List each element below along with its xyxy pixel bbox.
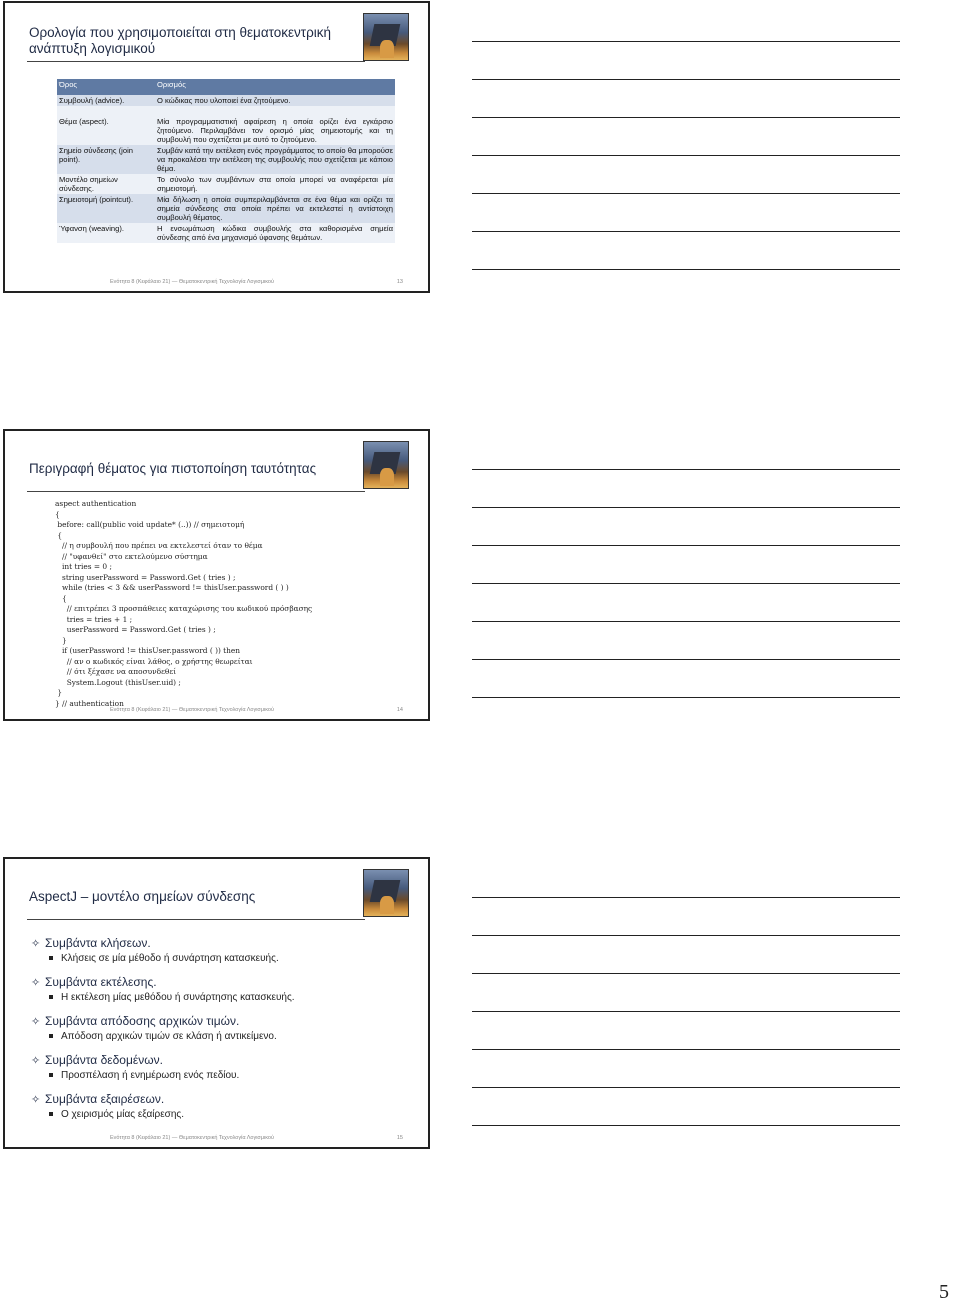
sub-bullet-text: Κλήσεις σε μία μέθοδο ή συνάρτηση κατασκευής. bbox=[61, 953, 279, 964]
code-listing bbox=[55, 499, 415, 709]
slide-13 bbox=[3, 1, 430, 293]
bullet-text: Συμβάντα απόδοσης αρχικών τιμών. bbox=[45, 1014, 240, 1028]
note-line bbox=[472, 117, 900, 118]
table-row bbox=[57, 194, 395, 223]
slide-title: Περιγραφή θέματος για πιστοποίηση ταυτότητας bbox=[29, 461, 317, 476]
definition-cell: Μία δήλωση η οποία συμπεριλαμβάνεται σε ένα θέμα και ορίζει τα σημεία σύνδεσης στα οποία πρέπει να εκτελεστεί η αντίστοιχη συμβουλή θέματος. bbox=[157, 195, 393, 222]
table-spacer bbox=[57, 106, 395, 116]
slide-title: AspectJ – μοντέλο σημείων σύνδεσης bbox=[29, 889, 256, 904]
sub-bullet-item bbox=[49, 953, 421, 971]
sub-bullet-item bbox=[49, 992, 421, 1010]
note-line bbox=[472, 231, 900, 232]
bullet-list bbox=[31, 932, 421, 1127]
sub-bullet-item bbox=[49, 1031, 421, 1049]
code-line: { bbox=[55, 509, 60, 519]
note-line bbox=[472, 507, 900, 508]
code-line: tries = tries + 1 ; bbox=[55, 614, 133, 624]
note-line bbox=[472, 935, 900, 936]
code-line: aspect authentication bbox=[55, 499, 137, 508]
sub-bullet-item bbox=[49, 1109, 421, 1127]
diamond-bullet-icon: ✧ bbox=[31, 1016, 41, 1028]
code-line: before: call(public void update* (..)) // σημειοτομή bbox=[55, 520, 245, 529]
term-cell: Μοντέλο σημείων σύνδεσης. bbox=[57, 174, 155, 194]
note-line bbox=[472, 41, 900, 42]
slide-logo-image bbox=[363, 13, 409, 61]
table-header-row bbox=[57, 79, 395, 95]
bullet-item bbox=[31, 1014, 421, 1031]
slide-logo-image bbox=[363, 441, 409, 489]
term-cell: Θέμα (aspect). bbox=[57, 116, 155, 145]
title-divider bbox=[27, 919, 365, 920]
table-row bbox=[57, 145, 395, 174]
code-line: int tries = 0 ; bbox=[55, 562, 112, 571]
note-line bbox=[472, 1011, 900, 1012]
term-cell: Ύφανση (weaving). bbox=[57, 223, 155, 243]
slide-14 bbox=[3, 429, 430, 721]
note-line bbox=[472, 697, 900, 698]
header-definition: Ορισμός bbox=[155, 79, 395, 95]
sub-bullet-text: Η εκτέλεση μίας μεθόδου ή συνάρτησης κατασκευής. bbox=[61, 992, 295, 1003]
bullet-item bbox=[31, 1053, 421, 1070]
definition-cell: Ο κώδικας που υλοποιεί ένα ζητούμενο. bbox=[155, 95, 395, 106]
diamond-bullet-icon: ✧ bbox=[31, 1055, 41, 1067]
note-line bbox=[472, 1125, 900, 1126]
definition-cell: Μία προγραμματιστική αφαίρεση η οποία ορίζει ένα εγκάρσιο ζητούμενο. Περιλαμβάνει τον ορισμό μίας σημειοτομής και τη συμβουλή που σχετίζεται με αυτό το ζητούμενο. bbox=[157, 117, 393, 144]
sub-bullet-item bbox=[49, 1070, 421, 1088]
glossary-table bbox=[57, 79, 395, 243]
square-bullet-icon bbox=[49, 956, 53, 960]
code-line: // αν ο κωδικός είναι λάθος, ο χρήστης θεωρείται bbox=[55, 656, 253, 666]
note-line bbox=[472, 1087, 900, 1088]
header-term: Όρος bbox=[57, 79, 155, 95]
bullet-item bbox=[31, 975, 421, 992]
slide-number: 15 bbox=[396, 1135, 403, 1141]
note-line bbox=[472, 545, 900, 546]
slide-logo-image bbox=[363, 869, 409, 917]
note-line bbox=[472, 193, 900, 194]
code-line: System.Logout (thisUser.uid) ; bbox=[55, 677, 181, 687]
sub-bullet-text: Απόδοση αρχικών τιμών σε κλάση ή αντικείμενο. bbox=[61, 1031, 277, 1042]
slide-number: 14 bbox=[396, 707, 403, 713]
slide-title: Ορολογία που χρησιμοποιείται στη θεματοκεντρική ανάπτυξη λογισμικού bbox=[29, 25, 332, 56]
definition-cell: Η ενσωμάτωση κώδικα συμβουλής στα καθορισμένα σημεία σύνδεσης από ένα μηχανισμό ύφανσης θεμάτων. bbox=[157, 224, 393, 242]
term-cell: Συμβουλή (advice). bbox=[57, 95, 155, 106]
note-line bbox=[472, 659, 900, 660]
note-line bbox=[472, 583, 900, 584]
square-bullet-icon bbox=[49, 1073, 53, 1077]
slide-15 bbox=[3, 857, 430, 1149]
table-row bbox=[57, 174, 395, 194]
code-line: if (userPassword != thisUser.password ( )) then bbox=[55, 646, 241, 655]
diamond-bullet-icon: ✧ bbox=[31, 938, 41, 950]
diamond-bullet-icon: ✧ bbox=[31, 1094, 41, 1106]
square-bullet-icon bbox=[49, 995, 53, 999]
code-line: // "υφανθεί" στο εκτελούμενο σύστημα bbox=[55, 551, 208, 561]
note-line bbox=[472, 155, 900, 156]
code-line: // η συμβουλή που πρέπει να εκτελεστεί όταν το θέμα bbox=[55, 541, 263, 550]
title-divider bbox=[27, 61, 365, 62]
term-cell: Σημείο σύνδεσης (join point). bbox=[57, 145, 155, 174]
note-line bbox=[472, 79, 900, 80]
bullet-item bbox=[31, 1092, 421, 1109]
code-line: } // authentication bbox=[55, 698, 124, 708]
title-divider bbox=[27, 491, 365, 492]
code-line: string userPassword = Password.Get ( tries ) ; bbox=[55, 572, 236, 582]
note-line bbox=[472, 469, 900, 470]
note-line bbox=[472, 269, 900, 270]
slide-footer: Ενότητα 8 (Κεφάλαιο 21) — Θεματοκεντρική Τεχνολογία Λογισμικού bbox=[110, 707, 274, 713]
code-line: while (tries < 3 && userPassword != thisUser.password ( ) ) bbox=[55, 583, 289, 592]
code-line: // επιτρέπει 3 προσπάθειες καταχώρισης του κωδικού πρόσβασης bbox=[55, 604, 313, 613]
slide-footer: Ενότητα 8 (Κεφάλαιο 21) — Θεματοκεντρική Τεχνολογία Λογισμικού bbox=[110, 279, 274, 285]
bullet-text: Συμβάντα εξαιρέσεων. bbox=[45, 1092, 165, 1106]
code-line: { bbox=[55, 593, 67, 603]
bullet-text: Συμβάντα δεδομένων. bbox=[45, 1053, 163, 1067]
bullet-item bbox=[31, 936, 421, 953]
sub-bullet-text: Προσπέλαση ή ενημέρωση ενός πεδίου. bbox=[61, 1070, 240, 1081]
code-line: } bbox=[55, 688, 63, 697]
table-row bbox=[57, 116, 395, 145]
code-line: // ότι ξέχασε να αποσυνδεθεί bbox=[55, 667, 177, 676]
square-bullet-icon bbox=[49, 1034, 53, 1038]
sub-bullet-text: Ο χειρισμός μίας εξαίρεσης. bbox=[61, 1109, 184, 1120]
bullet-text: Συμβάντα εκτέλεσης. bbox=[45, 975, 157, 989]
note-line bbox=[472, 621, 900, 622]
definition-cell: Συμβάν κατά την εκτέλεση ενός προγράμματος το οποίο θα μπορούσε να προκαλέσει την εκτέλεση της συμβουλής που σχετίζεται με κάποιο θέμα. bbox=[157, 146, 393, 173]
slide-footer: Ενότητα 8 (Κεφάλαιο 21) — Θεματοκεντρική Τεχνολογία Λογισμικού bbox=[110, 1135, 274, 1141]
note-line bbox=[472, 1049, 900, 1050]
table-row bbox=[57, 223, 395, 243]
code-line: { bbox=[55, 530, 63, 540]
term-cell: Σημειοτομή (pointcut). bbox=[57, 194, 155, 223]
page-number: 5 bbox=[939, 1281, 949, 1303]
square-bullet-icon bbox=[49, 1112, 53, 1116]
code-line: } bbox=[55, 635, 67, 645]
table-row bbox=[57, 95, 395, 106]
note-line bbox=[472, 897, 900, 898]
code-line: userPassword = Password.Get ( tries ) ; bbox=[55, 625, 216, 634]
definition-cell: Το σύνολο των συμβάντων στα οποία μπορεί να αναφέρεται μία σημειοτομή. bbox=[157, 175, 393, 193]
bullet-text: Συμβάντα κλήσεων. bbox=[45, 936, 151, 950]
note-line bbox=[472, 973, 900, 974]
diamond-bullet-icon: ✧ bbox=[31, 977, 41, 989]
slide-number: 13 bbox=[396, 279, 403, 285]
